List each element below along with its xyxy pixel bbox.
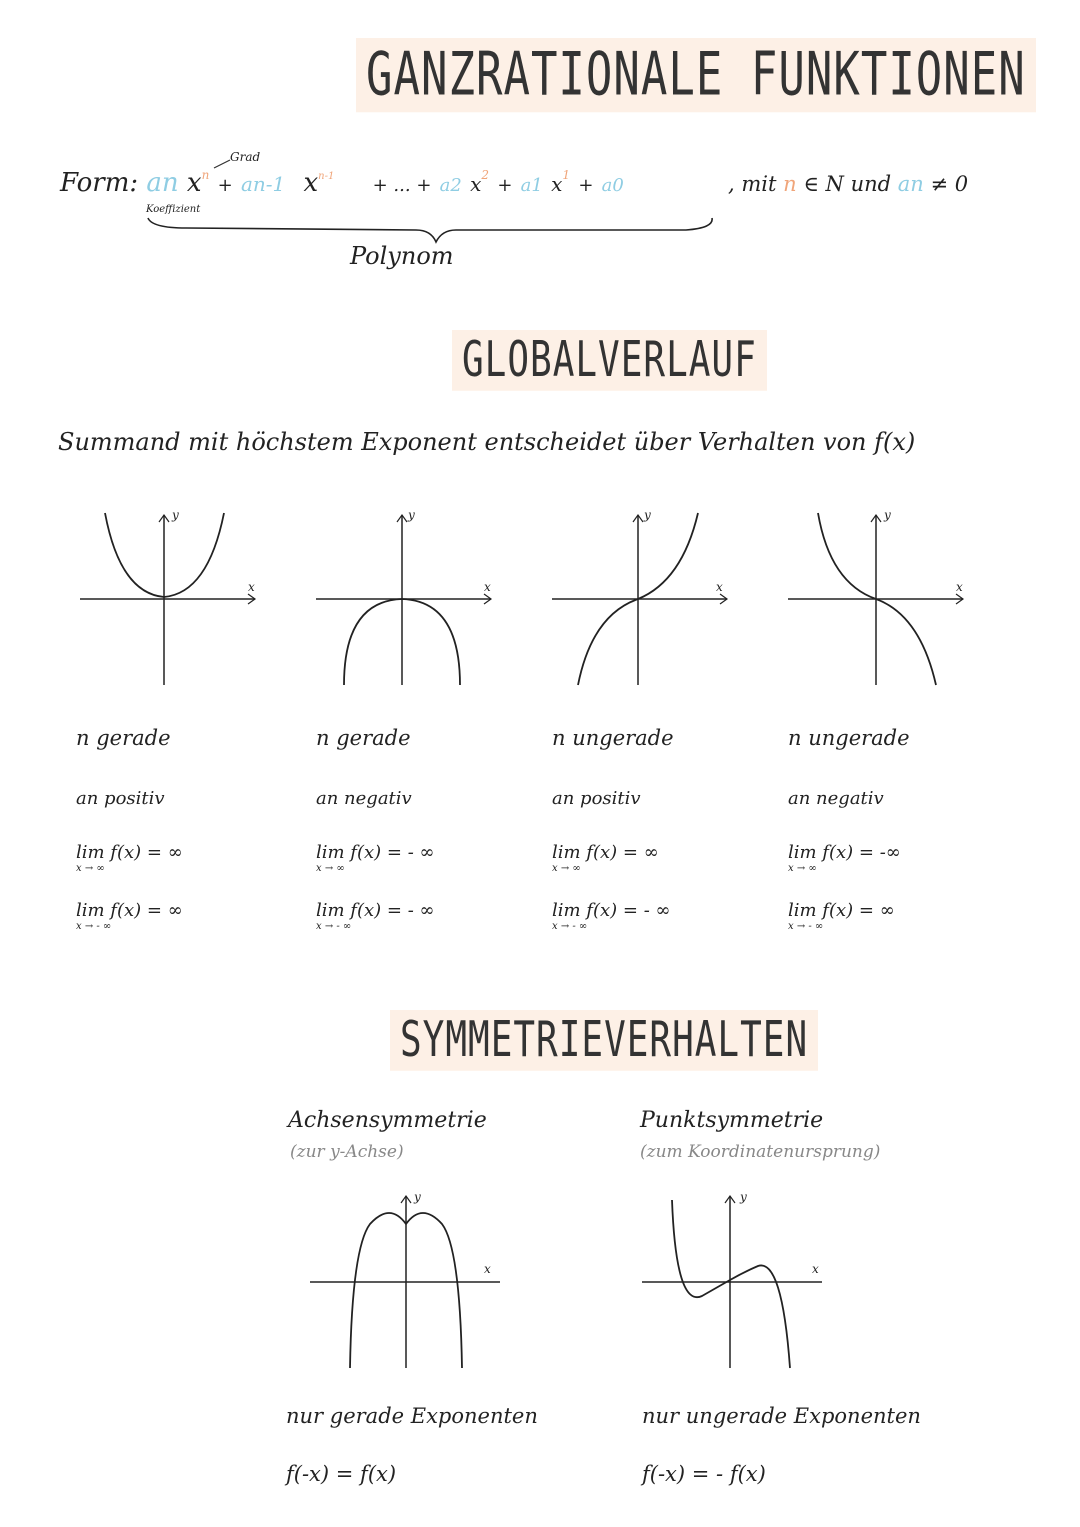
- axis-symmetry-title: Achsensymmetrie: [288, 1108, 487, 1133]
- case-lim2: [76, 902, 183, 932]
- plus-sign: +: [217, 175, 233, 196]
- axis-label-y: y: [414, 1190, 421, 1204]
- axis-symmetry-rule: nur gerade Exponenten: [286, 1404, 538, 1428]
- coef-a1: a1: [520, 175, 543, 196]
- case-lim1: [788, 844, 910, 902]
- lim2-sub: x → - ∞: [788, 921, 824, 932]
- lim1-sub: x → ∞: [316, 863, 345, 874]
- lim2-text: lim f(x) = - ∞: [316, 900, 435, 921]
- lim1-sub: x → ∞: [76, 863, 105, 874]
- coef-an1: an-1: [240, 172, 286, 196]
- lim1-text: lim f(x) = -∞: [788, 842, 901, 863]
- coef-an: an: [146, 168, 179, 198]
- global-intro: Summand mit höchstem Exponent entscheidet über Verhalten von f(x): [58, 428, 916, 456]
- section-title-global: GLOBALVERLAUF: [452, 330, 767, 391]
- case-n: n ungerade: [788, 726, 910, 750]
- exp-2: 2: [481, 168, 490, 182]
- lim2-text: lim f(x) = ∞: [76, 900, 183, 921]
- exp-n: n: [201, 168, 210, 182]
- point-symmetry-rule: nur ungerade Exponenten: [642, 1404, 921, 1428]
- case-lim2: [552, 902, 674, 932]
- lim1-text: lim f(x) = ∞: [76, 842, 183, 863]
- axis-label-x: x: [484, 1262, 491, 1276]
- graph-n-odd-negative: [788, 505, 968, 690]
- lim1-text: lim f(x) = ∞: [552, 842, 659, 863]
- page-title: GANZRATIONALE FUNKTIONEN: [356, 38, 1036, 112]
- var-x4: x: [551, 172, 563, 196]
- graph-n-even-positive: [80, 505, 260, 690]
- form-line: [60, 168, 624, 198]
- coef-a0: a0: [601, 175, 624, 196]
- axis-label-y: y: [884, 508, 891, 522]
- lim2-sub: x → - ∞: [316, 921, 352, 932]
- case-n: n ungerade: [552, 726, 674, 750]
- case-an: an negativ: [316, 788, 412, 809]
- axis-label-y: y: [172, 508, 179, 522]
- lim1-sub: x → ∞: [788, 863, 817, 874]
- plus-sign2: +: [497, 175, 513, 196]
- lim2-text: lim f(x) = - ∞: [552, 900, 671, 921]
- case-lim2: [316, 902, 435, 932]
- grad-label: Grad: [230, 150, 261, 164]
- plus-sign3: +: [578, 175, 594, 196]
- axis-label-y: y: [408, 508, 415, 522]
- lim1-sub: x → ∞: [552, 863, 581, 874]
- cond-n: n: [783, 172, 797, 196]
- coef-a2: a2: [439, 175, 462, 196]
- var-x: x: [186, 168, 202, 198]
- case-column-3: [552, 726, 674, 932]
- case-lim1: [76, 844, 183, 902]
- cond-an: an: [897, 172, 924, 196]
- case-column-4: [788, 726, 910, 932]
- axis-label-x: x: [812, 1262, 819, 1276]
- case-n: n gerade: [76, 726, 171, 750]
- axis-symmetry-subtitle: (zur y-Achse): [290, 1142, 404, 1162]
- form-condition: [728, 172, 968, 196]
- lim2-sub: x → - ∞: [76, 921, 112, 932]
- case-column-2: [316, 726, 435, 932]
- axis-label-y: y: [740, 1190, 747, 1204]
- point-symmetry-formula: f(-x) = - f(x): [642, 1462, 766, 1486]
- graph-n-even-negative: [316, 505, 496, 690]
- case-lim1: [316, 844, 435, 902]
- graph-axis-symmetry: [310, 1188, 510, 1378]
- exp-1: 1: [562, 168, 571, 182]
- var-x2: x: [303, 168, 319, 198]
- point-symmetry-title: Punktsymmetrie: [640, 1108, 824, 1133]
- case-n: n gerade: [316, 726, 411, 750]
- axis-label-x: x: [716, 580, 723, 594]
- mit-text: , mit: [728, 172, 777, 196]
- var-x3: x: [470, 172, 482, 196]
- axis-label-x: x: [956, 580, 963, 594]
- case-lim2: [788, 902, 910, 932]
- lim2-text: lim f(x) = ∞: [788, 900, 895, 921]
- axis-label-x: x: [484, 580, 491, 594]
- section-title-symmetry: SYMMETRIEVERHALTEN: [390, 1010, 818, 1071]
- cond-neq: ≠ 0: [930, 172, 969, 196]
- cond-in: ∈ N und: [803, 172, 892, 196]
- case-an: an positiv: [76, 788, 165, 809]
- koeffizient-label: Koeffizient: [146, 204, 201, 215]
- graph-n-odd-positive: [552, 505, 732, 690]
- axis-label-x: x: [248, 580, 255, 594]
- form-label: Form:: [60, 168, 139, 198]
- lim1-text: lim f(x) = - ∞: [316, 842, 435, 863]
- case-lim1: [552, 844, 674, 902]
- axis-symmetry-formula: f(-x) = f(x): [286, 1462, 397, 1486]
- case-an: an negativ: [788, 788, 884, 809]
- axis-label-y: y: [644, 508, 651, 522]
- case-column-1: [76, 726, 183, 932]
- dots: + ... +: [372, 175, 432, 196]
- graph-point-symmetry: [642, 1188, 842, 1378]
- lim2-sub: x → - ∞: [552, 921, 588, 932]
- point-symmetry-subtitle: (zum Koordinatenursprung): [640, 1142, 881, 1162]
- polynom-label: Polynom: [350, 242, 454, 270]
- exp-n1: n-1: [318, 171, 335, 182]
- case-an: an positiv: [552, 788, 641, 809]
